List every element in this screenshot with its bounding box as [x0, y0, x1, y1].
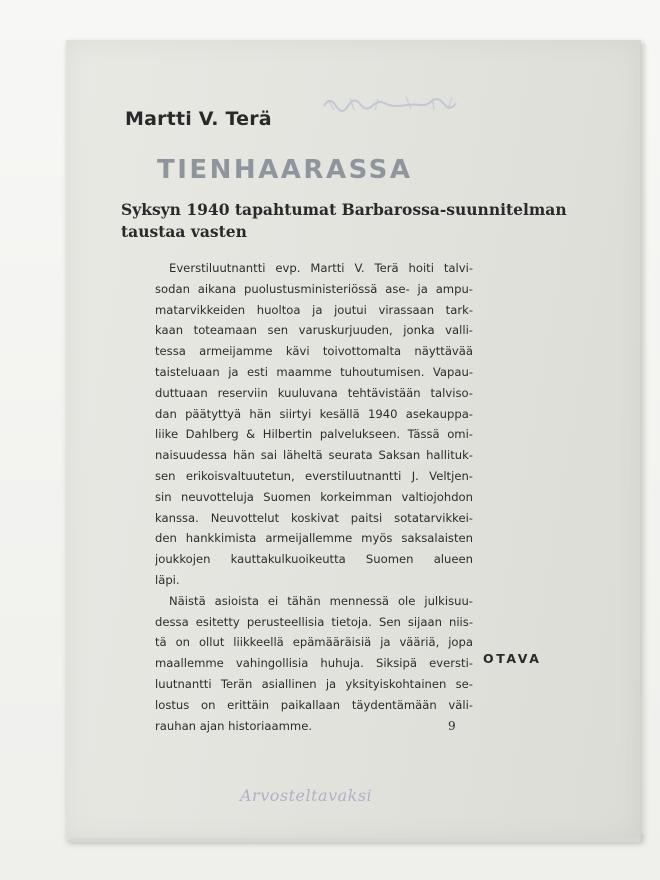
blurb-line: den hankkimista armeijallemme myös saksalaisten: [155, 531, 473, 546]
blurb-line: sen erikoisvaltuutetun, everstiluutnantti J. Veltjen-: [155, 468, 473, 483]
blurb-line: dan päätyttyä hän siirtyi kesällä 1940 asekauppa-: [155, 406, 473, 421]
blurb-line: dessa esitetty perusteellisia tietoja. Sen sijaan niis-: [155, 614, 473, 629]
book-bottom-edge: [70, 838, 640, 842]
blurb-line: rauhan ajan historiaamme.: [155, 718, 313, 733]
blurb-line: tä on ollut liikkeellä epämääräisiä ja vääriä, jopa: [155, 635, 473, 650]
book-edge: [640, 44, 646, 834]
page-number: 9: [448, 719, 456, 733]
blurb-line: sodan aikana puolustusministeriössä ase- ja ampu-: [155, 281, 473, 296]
author-name: Martti V. Terä: [125, 108, 272, 130]
blurb-line: kanssa. Neuvottelut koskivat paitsi sotatarvikkei-: [155, 510, 473, 525]
blurb-line: läpi.: [155, 572, 180, 587]
blurb-line: joukkojen kauttakulkuoikeutta Suomen alueen: [155, 552, 473, 567]
blurb-line: taisteluaan ja esti maamme tuhoutumisen. Vapau-: [155, 364, 473, 379]
blurb-line: liike Dahlberg & Hilbertin palvelukseen. Tässä omi-: [155, 427, 473, 442]
blurb-line: lostus on erittäin paikallaan täydentämään väli-: [155, 697, 473, 712]
subtitle-line: taustaa vasten: [121, 222, 247, 241]
blurb-line: matarvikkeiden huoltoa ja joutui virassaan tark-: [155, 302, 473, 317]
blurb-line: sin neuvotteluja Suomen korkeimman valtiojohdon: [155, 489, 473, 504]
blurb-line: tessa armeijamme kävi toivottomalta näyttävää: [155, 344, 473, 359]
blurb-line: naisuudessa hän sai läheltä seurata Saksan hallituk-: [155, 448, 473, 463]
blurb-line: luutnantti Terän asiallinen ja yksityiskohtainen se-: [155, 676, 473, 691]
book-subtitle: [121, 199, 571, 243]
blurb-text: [155, 258, 473, 736]
book-title: TIENHAARASSA: [157, 155, 413, 185]
subtitle-line: Syksyn 1940 tapahtumat Barbarossa-suunnitelman: [121, 200, 567, 219]
blurb-line: Everstiluutnantti evp. Martti V. Terä hoiti talvi-: [169, 261, 473, 275]
publisher-name: OTAVA: [483, 651, 542, 666]
blurb-line: duttuaan reserviin kuuluvana tehtävistään talviso-: [155, 385, 473, 400]
blurb-line: kaan toteamaan sen varuskurjuuden, jonka valli-: [155, 323, 473, 338]
review-stamp: Arvosteltavaksi: [240, 786, 373, 805]
faded-stamp-mark: [320, 92, 470, 114]
blurb-line: maallemme vahingollisia huhuja. Siksipä eversti-: [155, 656, 473, 671]
blurb-line: Näistä asioista ei tähän mennessä ole julkisuu-: [169, 593, 473, 608]
